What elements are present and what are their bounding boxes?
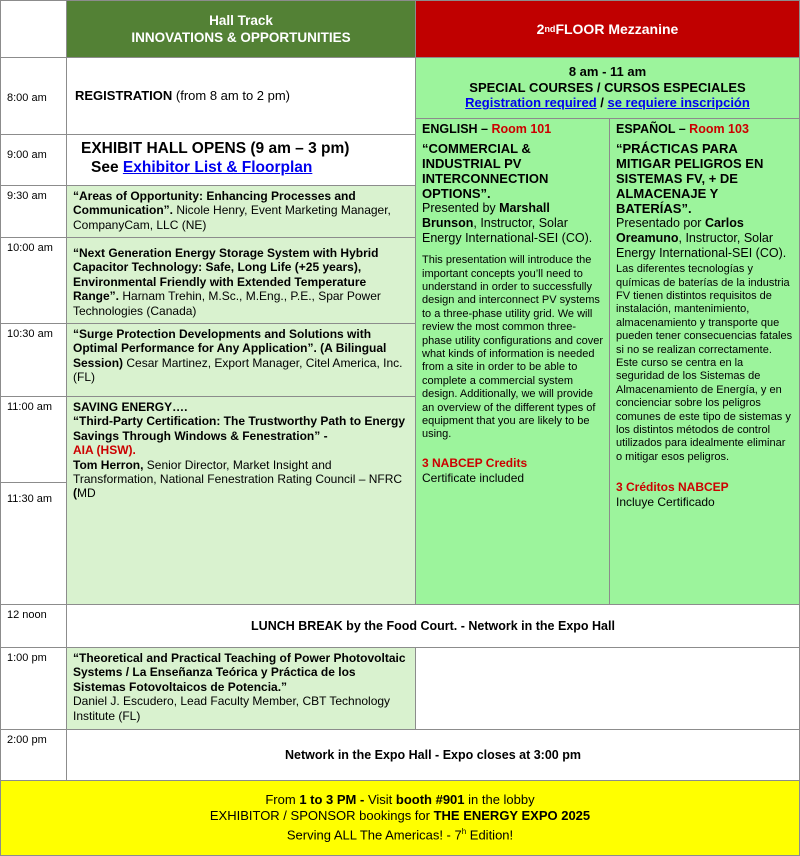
header-corner: [0, 0, 67, 58]
spanish-presenter: Carlos Oreamuno: [616, 216, 744, 246]
network-expo: Network in the Expo Hall - Expo closes at 3:00 pm: [66, 729, 800, 781]
hall-track-header: [66, 0, 416, 58]
english-description: This presentation will introduce the important concepts you’ll need to understand in order to successfully design and interconnect PV systems to a three-phase utility grid. We will review the most common three-phase utility configurations and cover what kinds of information is needed from a site in order to be able to complete a commercial system design. Additionally, we will provide an overview of the different types of equipment that you are likely to be using.: [422, 254, 603, 441]
session-1000-title: “Next Generation Energy Storage System with Hybrid Capacitor Technology: Safe, Long Life (+25 years), Environmental Friendly with Extended Temperature Range”.: [73, 246, 379, 304]
session-100-speaker: Daniel J. Escudero, Lead Faculty Member, CBT Technology Institute (FL): [73, 694, 391, 723]
spanish-course: ESPAÑOL – Room 103 “PRÁCTICAS PARA MITIGAR PELIGROS EN SISTEMAS FV, + DE ALMACENAJE Y BATERÍAS”. Presentado por Carlos Oreamuno, Instructor, Solar Energy International-SEI (CO). Las diferentes tecnologías y químicas de baterías de la industria FV tienen distintos requisitos de instalación, mantenimiento, almacenamiento y transporte que pueden tener consecuencias fatales si no se realizan correctamente. Este curso se centra en la seguridad de los Sistemas de Almacenamiento de Energía, y en concienciar sobre los peligros comunes de este tipo de sistemas y los distintos métodos de control utilizados para idealmente eliminar o mitigar esos peligros. 3 Créditos NABCEP Incluye Certificado: [609, 118, 800, 605]
spanish-room: Room 103: [689, 122, 749, 136]
session-1030-title: “Surge Protection Developments and Solutions with Optimal Performance for Any Application”. (A Bilingual Session): [73, 327, 387, 370]
session-100: [66, 647, 416, 730]
english-title: “COMMERCIAL & INDUSTRIAL PV INTERCONNECTION OPTIONS”.: [422, 141, 549, 202]
session-1100: SAVING ENERGY…. “Third-Party Certification: The Trustworthy Path to Energy Savings Through Windows & Fenestration” - AIA (HSW). Tom Herron, Senior Director, Market Insight and Transformation, National Fenestration Rating Council – NFRC (MD: [66, 396, 416, 605]
time-900: 9:00 am: [0, 134, 67, 186]
english-credits: 3 NABCEP Credits: [422, 455, 528, 470]
time-1130: 11:30 am: [0, 482, 67, 605]
session-100-title: “Theoretical and Practical Teaching of Power Photovoltaic Systems / La Enseñanza Teórica y Práctica de los Sistemas Fotovoltaicos de Potencia.”: [73, 651, 406, 694]
time-1000: 10:00 am: [0, 237, 67, 324]
time-930: 9:30 am: [0, 185, 67, 238]
english-presenter: Marshall Brunson: [422, 201, 550, 231]
empty-mezz-100: [415, 647, 800, 730]
session-1030-speaker: Cesar Martinez, Export Manager, Citel America, Inc. (FL): [73, 355, 403, 385]
inscripcion-link[interactable]: se requiere inscripción: [607, 95, 750, 110]
special-courses-title: SPECIAL COURSES / CURSOS ESPECIALES: [469, 79, 746, 95]
registration-title: REGISTRATION: [75, 88, 173, 103]
time-100: 1:00 pm: [0, 647, 67, 730]
lunch-break: LUNCH BREAK by the Food Court. - Network in the Expo Hall: [66, 604, 800, 648]
exhibitor-list-link[interactable]: Exhibitor List & Floorplan: [122, 159, 313, 176]
mezzanine-header: 2 nd FLOOR Mezzanine: [415, 0, 800, 58]
session-930-speaker: Nicole Henry, Event Marketing Manager, CompanyCam, LLC (NE): [73, 203, 391, 232]
spanish-description: Las diferentes tecnologías y químicas de baterías de la industria FV tienen distintos requisitos de instalación, mantenimiento, almacenamiento y transporte que pueden tener consecuencias fatales si no se realizan correctamente. Este curso se centra en la seguridad de los Sistemas de Almacenamiento de Energía, y en concienciar sobre los peligros comunes de este tipo de sistemas y los distintos métodos de control utilizados para idealmente eliminar o mitigar esos peligros.: [616, 263, 793, 463]
spanish-credits: 3 Créditos NABCEP: [616, 480, 729, 495]
session-1100-title: “Third-Party Certification: The Trustworthy Path to Energy Savings Through Windows & Fenestration” -: [73, 414, 406, 443]
session-1000: [66, 237, 416, 324]
session-1100-label: SAVING ENERGY….: [73, 400, 188, 414]
registration-required-link[interactable]: Registration required: [465, 95, 597, 110]
english-certificate: Certificate included: [422, 470, 525, 485]
session-930-title: “Areas of Opportunity: Enhancing Processes and Communication”.: [73, 189, 356, 218]
time-800: 8:00 am: [0, 57, 67, 135]
hall-track-subtitle: INNOVATIONS & OPPORTUNITIES: [131, 30, 351, 45]
session-930: [66, 185, 416, 238]
hall-track-title: Hall Track: [209, 13, 273, 28]
english-course: ENGLISH – Room 101 “COMMERCIAL & INDUSTRIAL PV INTERCONNECTION OPTIONS”. Presented by Marshall Brunson, Instructor, Solar Energy International-SEI (CO). This presentation will introduce the important concepts you’ll need to understand in order to successfully design and interconnect PV systems to a three-phase utility grid. We will review the most common three-phase utility configurations and cover what kinds of information is needed from a site in order to be able to complete a commercial system design. Additionally, we will provide an overview of the different types of equipment that you are likely to be using. 3 NABCEP Credits Certificate included: [415, 118, 610, 605]
registration-cell: [66, 57, 416, 135]
time-200: 2:00 pm: [0, 729, 67, 781]
spanish-title: “PRÁCTICAS PARA MITIGAR PELIGROS EN SISTEMAS FV, + DE ALMACENAJE Y BATERÍAS”.: [616, 141, 764, 217]
exhibit-hall-cell: EXHIBIT HALL OPENS (9 am – 3 pm) See Exhibitor List & Floorplan: [66, 134, 416, 186]
session-1100-speaker-name: Tom Herron,: [73, 457, 144, 472]
footer-banner: From 1 to 3 PM - Visit booth #901 in the lobby EXHIBITOR / SPONSOR bookings for THE ENERGY EXPO 2025 Serving ALL The Americas! - 7$^h$ Edition!: [0, 780, 800, 856]
english-room: Room 101: [491, 122, 552, 136]
exhibit-hall-title: EXHIBIT HALL OPENS (9 am – 3 pm): [81, 140, 350, 157]
session-1100-speaker: Senior Director, Market Insight and Transformation, National Fenestration Rating Council – NFRC: [73, 457, 403, 487]
session-1000-speaker: Harnam Trehin, M.Sc., M.Eng., P.E., Spar Power Technologies (Canada): [73, 289, 381, 318]
registration-note: (from 8 am to 2 pm): [172, 88, 291, 103]
special-courses-hours: 8 am - 11 am: [568, 64, 647, 79]
session-1030: [66, 323, 416, 397]
session-1100-aia: AIA (HSW).: [73, 443, 136, 458]
special-courses-cell: 8 am - 11 am SPECIAL COURSES / CURSOS ESPECIALES Registration required / se requiere inscripción: [415, 57, 800, 119]
time-1030: 10:30 am: [0, 323, 67, 397]
english-lang: ENGLISH –: [422, 122, 492, 136]
spanish-lang: ESPAÑOL –: [616, 122, 690, 136]
spanish-certificate: Incluye Certificado: [616, 495, 715, 510]
time-1200: 12 noon: [0, 604, 67, 648]
time-1100: 11:00 am: [0, 396, 67, 483]
